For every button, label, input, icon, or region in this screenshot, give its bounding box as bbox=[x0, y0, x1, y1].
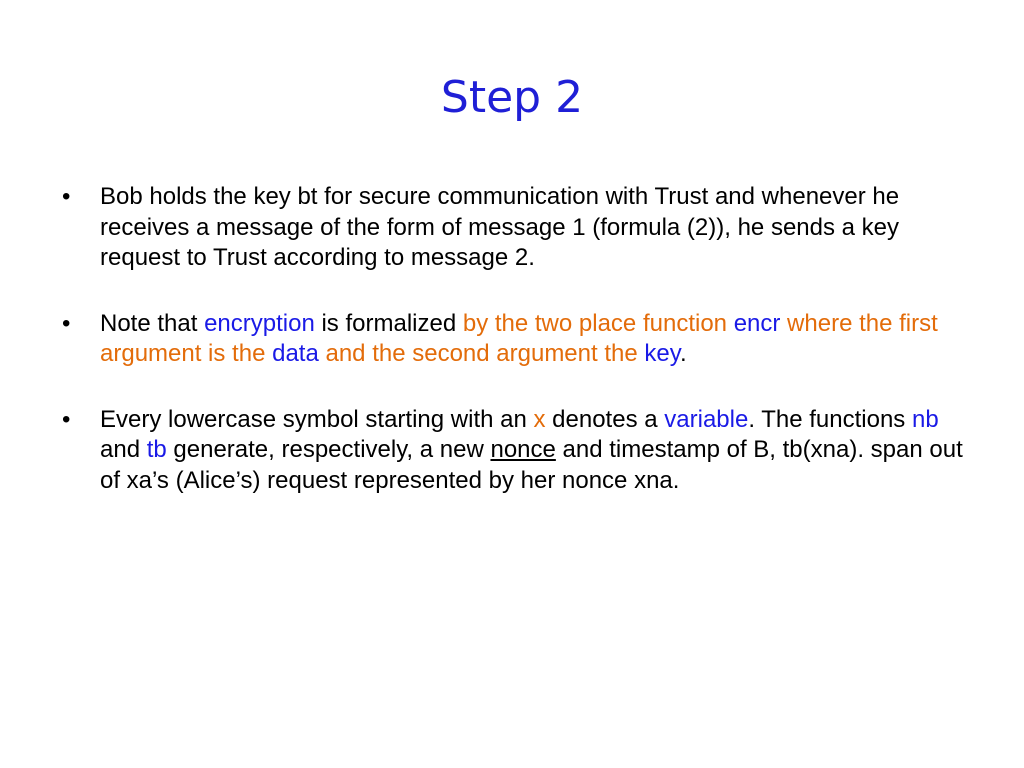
bullet-item bbox=[60, 309, 970, 370]
bullet-list bbox=[60, 182, 970, 531]
text-segment: Bob holds the key bt for secure communication with Trust and whenever he receives a message of the form of message 1 (formula (2)), he sends a key request to Trust according to message 2. bbox=[100, 183, 900, 271]
text-segment: Every lowercase symbol starting with an bbox=[100, 405, 534, 433]
term-tb: tb bbox=[146, 436, 167, 463]
bullet-marker: • bbox=[62, 405, 71, 433]
term-encr: encr bbox=[733, 309, 781, 337]
term-data: data bbox=[272, 340, 319, 367]
bullet-text bbox=[100, 310, 938, 368]
highlight-phrase: by the two place function bbox=[462, 309, 734, 337]
term-encryption: encryption bbox=[204, 309, 315, 337]
text-segment: and timestamp of B, tb(xna). span out of xa’s (Alice’s) request represented by her nonce xna. bbox=[100, 436, 963, 494]
text-segment: . The functions bbox=[748, 405, 912, 433]
slide-title: Step 2 bbox=[440, 72, 584, 123]
term-variable: variable bbox=[664, 405, 749, 433]
bullet-item bbox=[60, 182, 970, 274]
term-nb: nb bbox=[911, 405, 939, 433]
text-segment: . bbox=[679, 340, 687, 367]
text-segment: Note that bbox=[100, 309, 205, 337]
text-segment: denotes a bbox=[545, 405, 665, 433]
term-key: key bbox=[644, 340, 680, 367]
bullet-marker: • bbox=[62, 183, 71, 210]
text-segment: generate, respectively, a new bbox=[166, 436, 491, 463]
term-x: x bbox=[533, 405, 546, 433]
bullet-text bbox=[100, 183, 899, 271]
highlight-phrase: and the second argument the bbox=[318, 340, 645, 367]
bullet-marker: • bbox=[62, 309, 71, 337]
highlight-phrase: where the first argument is the bbox=[100, 309, 938, 367]
text-segment: and bbox=[100, 436, 147, 463]
term-nonce: nonce bbox=[490, 436, 556, 463]
bullet-text bbox=[100, 406, 963, 494]
text-segment: is formalized bbox=[314, 309, 463, 337]
bullet-item bbox=[60, 405, 970, 497]
